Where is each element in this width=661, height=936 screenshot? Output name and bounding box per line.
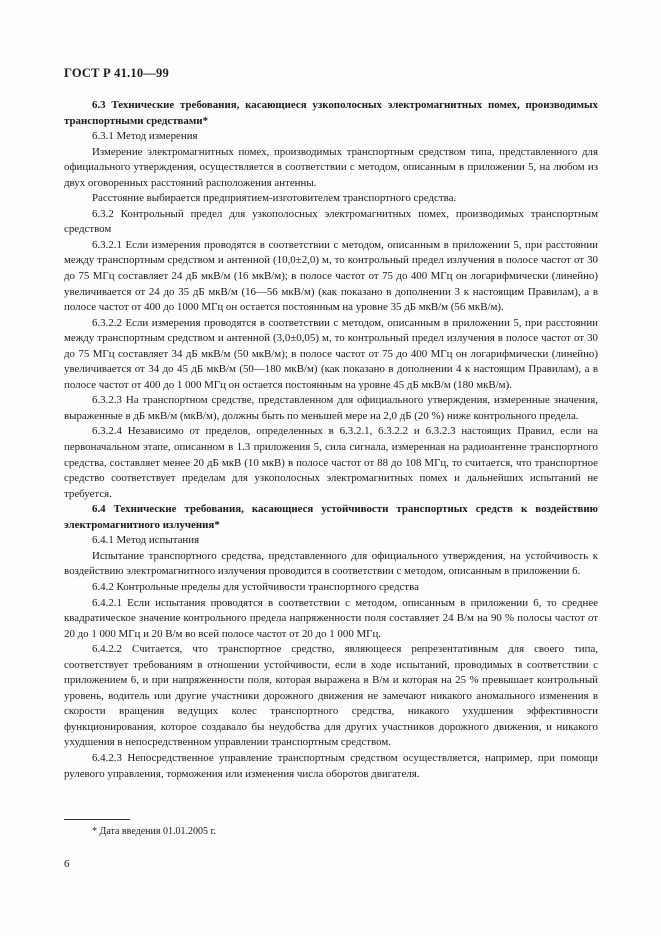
section-heading: 6.3 Технические требования, касающиеся узкополосных электромагнитных помех, производимых транспортными средствами* bbox=[64, 99, 598, 127]
paragraph: 6.3.1 Метод измерения bbox=[92, 130, 198, 143]
footnote-divider bbox=[64, 819, 130, 820]
paragraph: 6.3.2 Контрольный предел для узкополосных электромагнитных помех, производимых транспортным средством bbox=[64, 207, 598, 236]
page-number: 6 bbox=[64, 858, 70, 870]
paragraph: 6.3.2.2 Если измерения проводятся в соответствии с методом, описанным в приложении 5, при расстоянии между транспортным средством и антенной (3,0±0,05) м, то контрольный предел излучения в полосе частот от 30 до 75 МГц составляет 34 дБ мкВ/м (50 мкВ/м); в полосе частот от 75 до 400 МГц он логарифмически (линейно) увеличивается от 34 до 45 дБ мкВ/м (50—180 мкВ/м) (как показано в дополнении 4 к настоящим Правилам), а в полосе частот от 400 до 1 000 МГц он остается постоянным на уровне 45 дБ мкВ/м (180 мкВ/м). bbox=[64, 316, 598, 391]
paragraph: Расстояние выбирается предприятием-изготовителем транспортного средства. bbox=[92, 192, 457, 205]
paragraph: 6.3.2.3 На транспортном средстве, представленном для официального утверждения, измеренные значения, выраженные в дБ мкВ/м (мкВ/м), должны быть по меньшей мере на 2,0 дБ (20 %) ниже контрольного предела. bbox=[64, 394, 598, 422]
footnote: * Дата введения 01.01.2005 г. bbox=[92, 826, 216, 837]
paragraph: 6.4.1 Метод испытания bbox=[92, 534, 200, 547]
paragraph: 6.4.2 Контрольные пределы для устойчивости транспортного средства bbox=[92, 580, 419, 593]
paragraph: Измерение электромагнитных помех, производимых транспортным средством типа, представленного для официального утверждения, осуществляется в соответствии с методом, описанным в приложении 5, на любом из двух оговоренных расстояний расположения антенны. bbox=[64, 145, 598, 189]
paragraph: 6.3.2.1 Если измерения проводятся в соответствии с методом, описанным в приложении 5, при расстоянии между транспортным средством и антенной (10,0±2,0) м, то контрольный предел излучения в полосе частот от 30 до 75 МГц составляет 24 дБ мкВ/м (16 мкВ/м); в полосе частот от 75 до 400 МГц он логарифмически (линейно) увеличивается от 24 до 35 дБ мкВ/м (16—56 мкВ/м) (как показано в дополнении 3 к настоящим Правилам), а в полосе частот от 400 до 1000 МГц он остается постоянным на уровне 35 дБ мкВ/м (56 мкВ/м). bbox=[64, 238, 598, 314]
paragraph: 6.4.2.2 Считается, что транспортное средство, являющееся репрезентативным для своего типа, соответствует требованиям в отношении устойчивости, если в ходе испытаний, проводимых в соответствии с приложением 6, и при напряженности поля, которая выражена в В/м и которая на 25 % превышает контрольный уровень, водитель или другие участники дорожного движения не замечают никакого аномального изменения в скорости вращения ведущих колес транспортного средства, никакого ухудшения эффективности функционирования, которое создавало бы неудобства для других участников дорожного движения, и никакого ухудшения в непосредственном управлении транспортным средством. bbox=[64, 643, 598, 749]
paragraph: 6.4.2.1 Если испытания проводятся в соответствии с методом, описанным в приложении 6, то среднее квадратическое значение контрольного предела напряженности поля составляет 24 В/м на 90 % полосы частот от 20 до 1 000 МГц и 20 В/м во всей полосе частот от 20 до 1 000 МГц. bbox=[64, 596, 598, 640]
paragraph: 6.3.2.4 Независимо от пределов, определенных в 6.3.2.1, 6.3.2.2 и 6.3.2.3 настоящих Правил, если на первоначальном этапе, описанном в 1.3 приложения 5, сила сигнала, измеренная на радиоантенне транспортного средства, составляет менее 20 дБ мкВ (10 мкВ) в полосе частот от 88 до 108 МГц, то считается, что транспортное средство соответствует пределам для узкополосных электромагнитных помех и дальнейших испытаний не требуется. bbox=[64, 425, 598, 500]
section-heading: 6.4 Технические требования, касающиеся устойчивости транспортных средств к воздействию электромагнитного излучения* bbox=[64, 503, 598, 531]
document-code: ГОСТ Р 41.10—99 bbox=[64, 66, 169, 80]
paragraph: 6.4.2.3 Непосредственное управление транспортным средством осуществляется, например, при помощи рулевого управления, торможения или изменения числа оборотов двигателя. bbox=[64, 751, 598, 780]
document-body bbox=[64, 98, 598, 782]
paragraph: Испытание транспортного средства, представленного для официального утверждения, на устойчивость к воздействию электромагнитного излучения проводится в соответствии с методом, описанным в приложении 6. bbox=[64, 549, 598, 578]
